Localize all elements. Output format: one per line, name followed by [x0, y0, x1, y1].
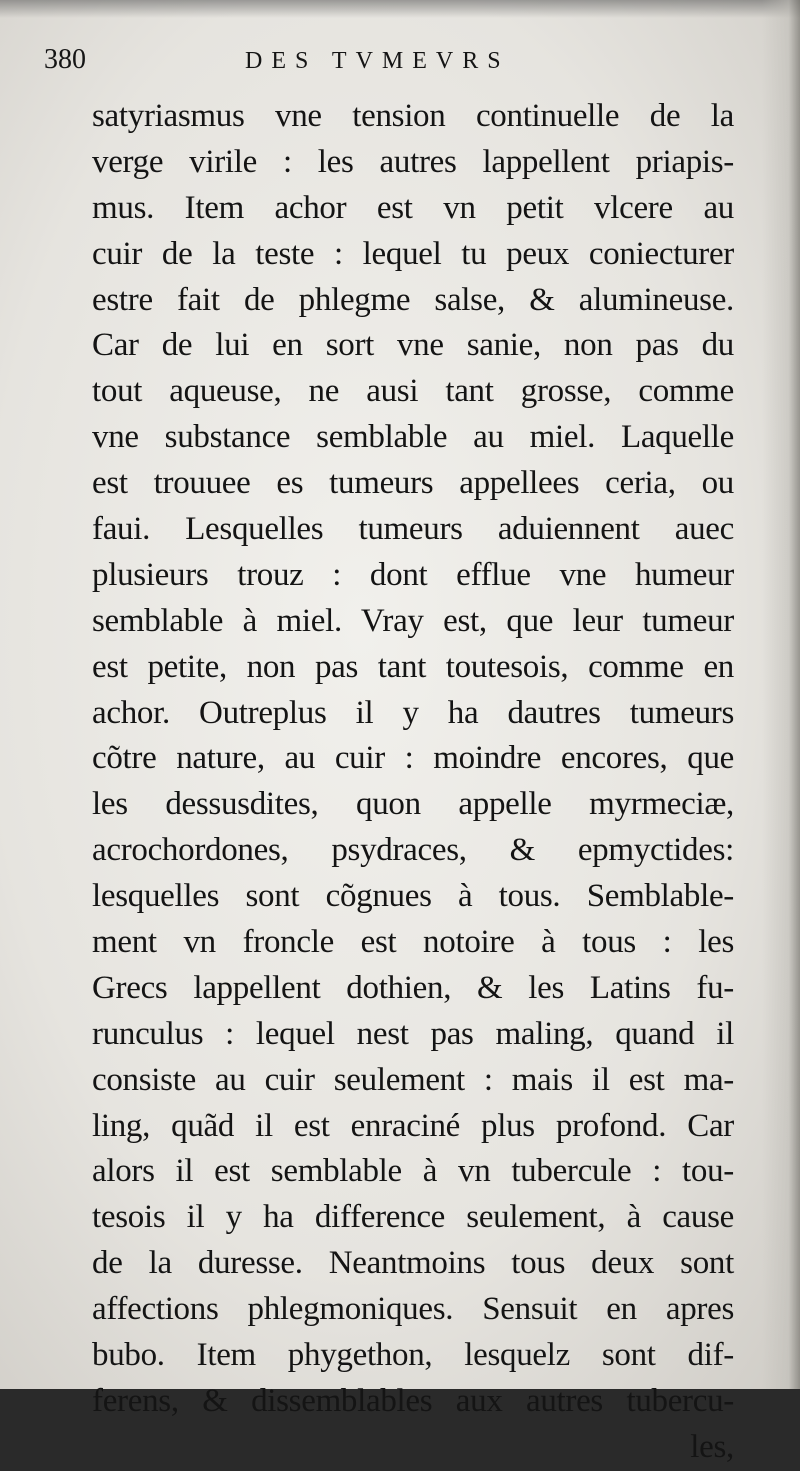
text-line: cuir de la teste : lequel tu peux coniecturer: [92, 235, 734, 272]
text-line: achor. Outreplus il y ha dautres tumeurs: [92, 694, 734, 731]
text-line: alors il est semblable à vn tubercule : tou-: [92, 1153, 734, 1190]
body-text: [92, 94, 734, 1471]
text-line: semblable à miel. Vray est, que leur tumeur: [92, 602, 734, 639]
text-line: runculus : lequel nest pas maling, quand il: [92, 1015, 734, 1052]
text-line: acrochordones, psydraces, & epmyctides:: [92, 832, 734, 869]
text-line: faui. Lesquelles tumeurs aduiennent auec: [92, 511, 734, 548]
page-edge-shadow: [762, 0, 800, 1389]
catchword: les,: [690, 1428, 734, 1465]
text-line: mus. Item achor est vn petit vlcere au: [92, 189, 734, 226]
running-head: DES TVMEVRS: [245, 48, 510, 74]
text-line: Car de lui en sort vne sanie, non pas du: [92, 327, 734, 364]
text-line: cõtre nature, au cuir : moindre encores, que: [92, 740, 734, 777]
text-line: est trouuee es tumeurs appellees ceria, ou: [92, 465, 734, 502]
text-line: ment vn froncle est notoire à tous : les: [92, 924, 734, 961]
text-line: Grecs lappellent dothien, & les Latins fu-: [92, 969, 734, 1006]
text-line: les dessusdites, quon appelle myrmeciæ,: [92, 786, 734, 823]
text-line: tout aqueuse, ne ausi tant grosse, comme: [92, 373, 734, 410]
text-line: lesquelles sont cõgnues à tous. Semblable-: [92, 878, 734, 915]
text-line: estre fait de phlegme salse, & alumineuse.: [92, 281, 734, 318]
page-number: 380: [44, 44, 86, 75]
scan-top-shadow: [0, 0, 800, 18]
text-line: bubo. Item phygethon, lesquelz sont dif-: [92, 1337, 734, 1374]
page-header: [40, 44, 740, 84]
text-line: est petite, non pas tant toutesois, comme en: [92, 648, 734, 685]
text-line: ling, quãd il est enraciné plus profond. Car: [92, 1107, 734, 1144]
text-line: consiste au cuir seulement : mais il est ma-: [92, 1061, 734, 1098]
text-line: satyriasmus vne tension continuelle de la: [92, 98, 734, 134]
text-line: affections phlegmoniques. Sensuit en apres: [92, 1291, 734, 1328]
text-line: plusieurs trouz : dont efflue vne humeur: [92, 556, 734, 593]
text-line: de la duresse. Neantmoins tous deux sont: [92, 1245, 734, 1282]
text-line: vne substance semblable au miel. Laquelle: [92, 419, 734, 456]
text-line: verge virile : les autres lappellent priapis-: [92, 143, 734, 180]
text-line: ferens, & dissemblables aux autres tubercu-: [92, 1382, 734, 1419]
text-line: tesois il y ha difference seulement, à cause: [92, 1199, 734, 1236]
